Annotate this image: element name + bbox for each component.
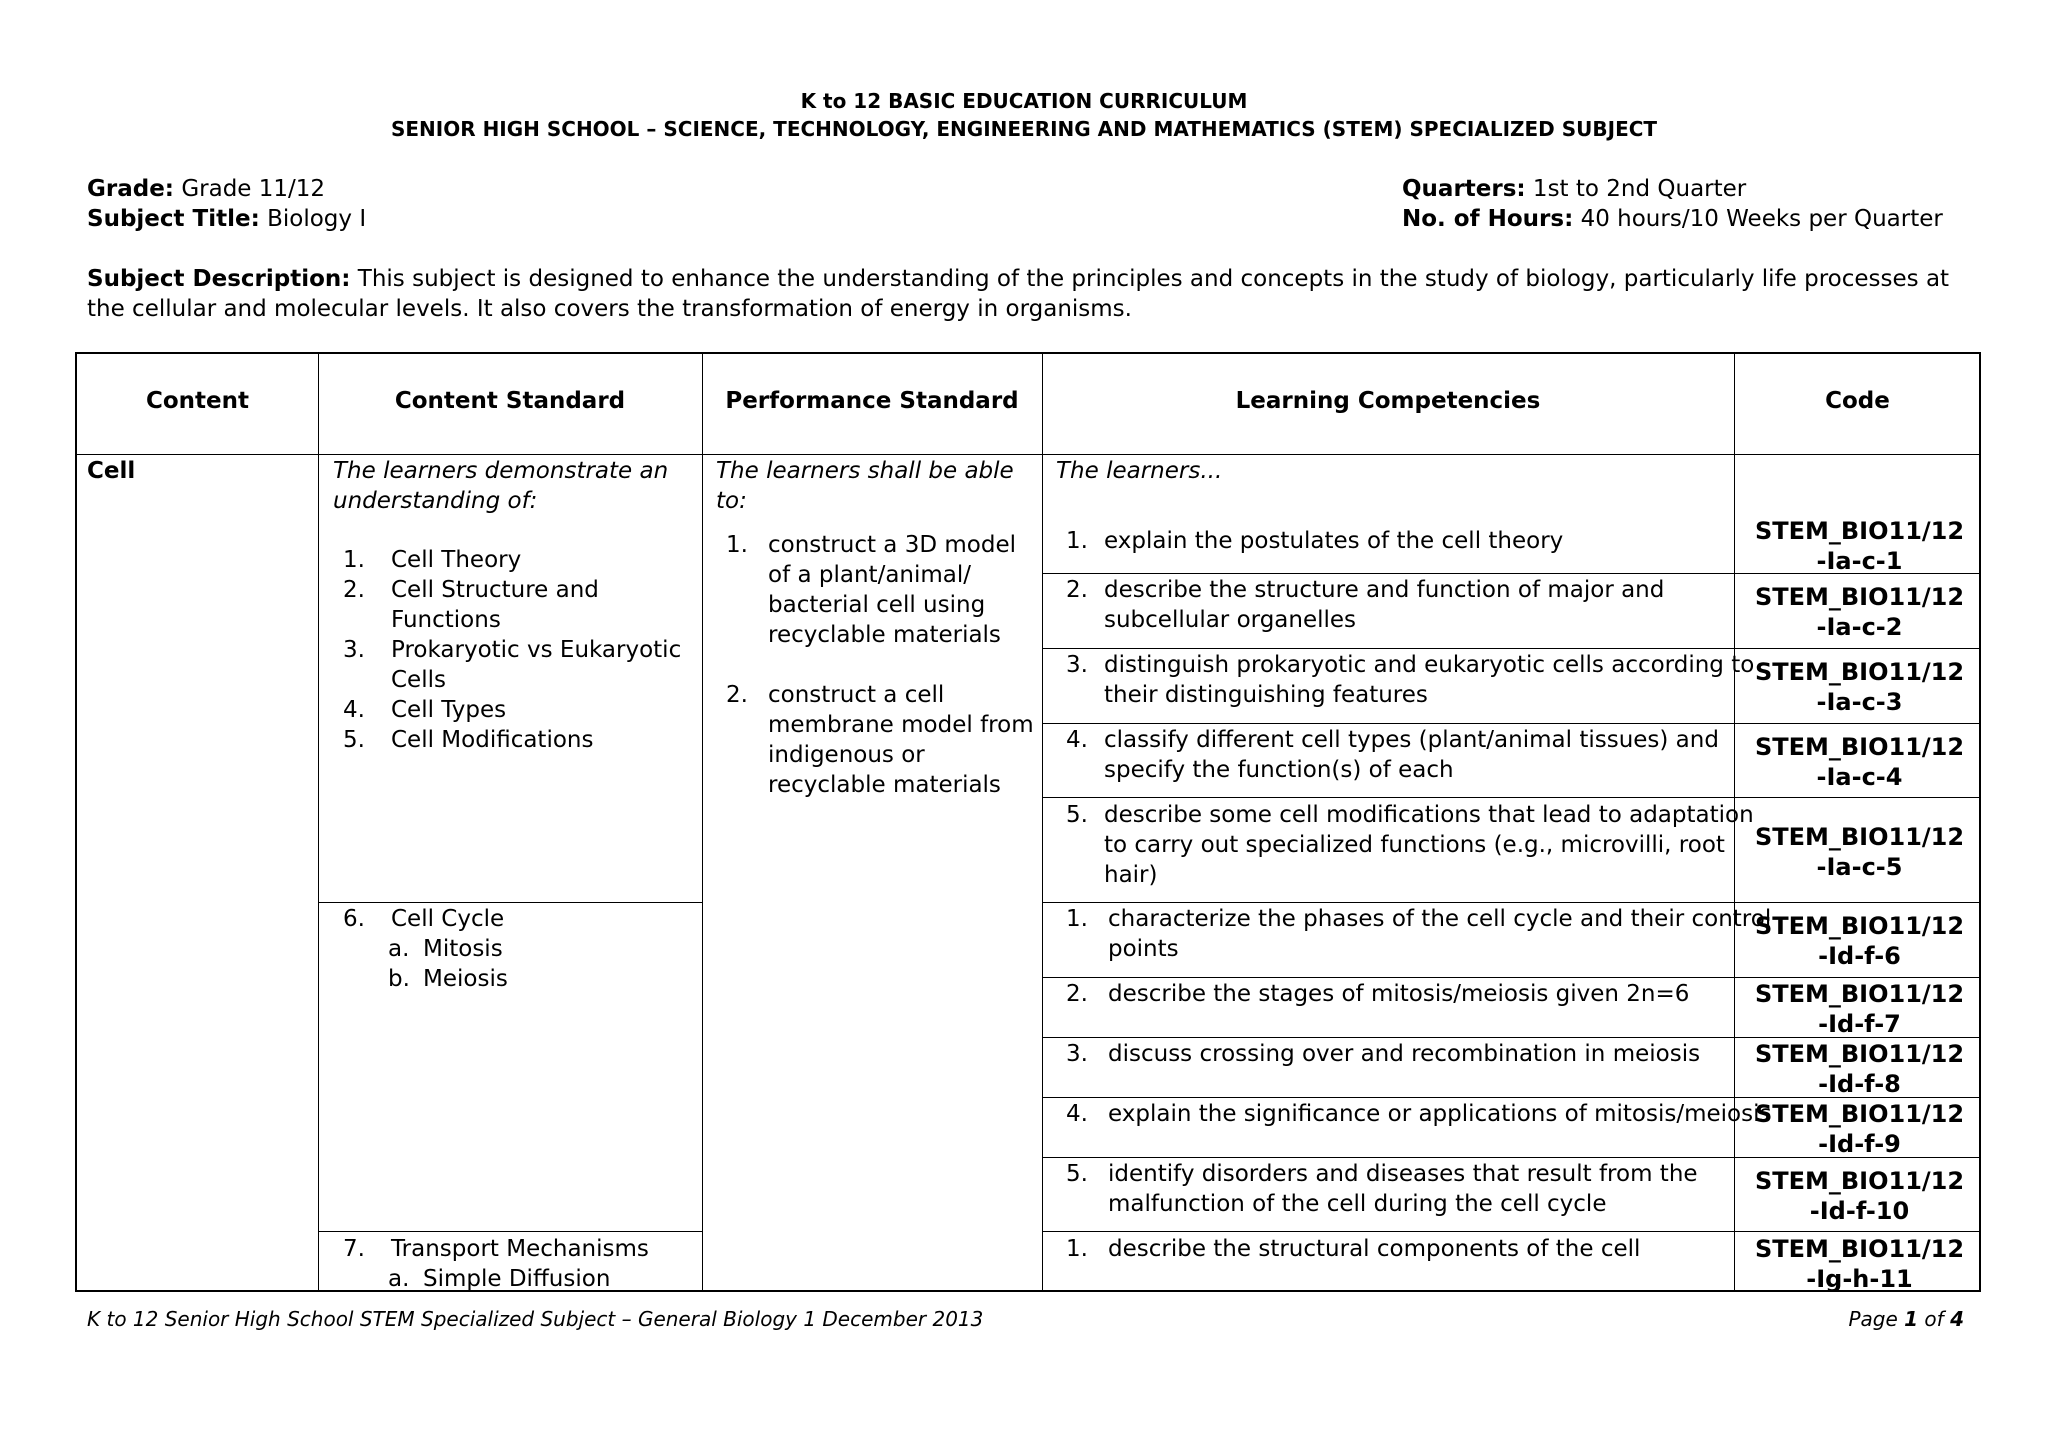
competency-code: STEM_BIO11/12 -Id-f-9 <box>1754 1100 1965 1158</box>
competency-code: STEM_BIO11/12 -Ia-c-2 <box>1754 583 1965 641</box>
competency-code: STEM_BIO11/12 -Ia-c-4 <box>1754 733 1965 791</box>
content-standard-list <box>333 545 693 755</box>
list-item: a. Simple Diffusion <box>388 1266 611 1292</box>
performance-standard-intro: The learners shall be able to: <box>716 458 1014 514</box>
content-standard-transport <box>333 1234 693 1294</box>
page-number: Page 1 of 4 <box>1848 1307 1964 1331</box>
footer-document-info: K to 12 Senior High School STEM Specialized Subject – General Biology 1 December 2013 <box>87 1307 984 1331</box>
competency-code: STEM_BIO11/12 -Ia-c-5 <box>1754 823 1965 881</box>
list-item: 5. Cell Modifications <box>343 727 594 753</box>
column-header-code: Code <box>1825 388 1890 414</box>
document-subtitle: SENIOR HIGH SCHOOL – SCIENCE, TECHNOLOGY, ENGINEERING AND MATHEMATICS (STEM) SPECIALIZED SUBJECT <box>390 117 1658 141</box>
hours-field: No. of Hours: 40 hours/10 Weeks per Quarter <box>1402 206 1943 232</box>
competency-code: STEM_BIO11/12 -Ia-c-1 <box>1754 517 1965 575</box>
list-item: 3. Prokaryotic vs Eukaryotic Cells <box>343 637 682 693</box>
competency-code: STEM_BIO11/12 -Id-f-8 <box>1754 1040 1965 1098</box>
content-standard-intro: The learners demonstrate an understanding of: <box>333 458 669 514</box>
list-item: 4. Cell Types <box>343 697 507 723</box>
column-header-performance-standard: Performance Standard <box>725 388 1019 414</box>
column-header-content: Content <box>145 388 250 414</box>
document-title: K to 12 BASIC EDUCATION CURRICULUM <box>800 89 1248 113</box>
content-standard-cell-cycle <box>333 904 693 994</box>
grade-field: Grade: Grade 11/12 <box>87 176 326 202</box>
list-item: a. Mitosis <box>388 936 503 962</box>
performance-standard-list <box>716 530 1036 800</box>
column-header-learning-competencies: Learning Competencies <box>1235 388 1541 414</box>
list-item: 7. Transport Mechanisms <box>343 1236 649 1262</box>
subject-title-field: Subject Title: Biology I <box>87 206 367 232</box>
list-item: 6. Cell Cycle <box>343 906 505 932</box>
column-header-content-standard: Content Standard <box>394 388 626 414</box>
competency-code: STEM_BIO11/12 -Id-f-7 <box>1754 980 1965 1038</box>
list-item: 1. Cell Theory <box>343 547 522 573</box>
quarters-field: Quarters: 1st to 2nd Quarter <box>1402 176 1747 202</box>
competency-code: STEM_BIO11/12 -Id-f-10 <box>1754 1167 1965 1225</box>
competency-code: STEM_BIO11/12 -Ia-c-3 <box>1754 658 1965 716</box>
content-topic: Cell <box>87 458 136 484</box>
competency-code: STEM_BIO11/12 -Id-f-6 <box>1754 912 1965 970</box>
list-item: b. Meiosis <box>388 966 508 992</box>
list-item: 2. Cell Structure and Functions <box>343 577 599 633</box>
list-item: 2. construct a cell membrane model from indigenous or recyclable materials <box>726 682 1034 798</box>
competencies-intro: The learners... <box>1056 458 1223 484</box>
competency-code: STEM_BIO11/12 -Ig-h-11 <box>1754 1235 1965 1293</box>
list-item: 1. construct a 3D model of a plant/animal/ bacterial cell using recyclable materials <box>726 532 1016 648</box>
subject-description: Subject Description: This subject is designed to enhance the understanding of the principles and concepts in the study of biology, particularly life processes at the cellular and molecular levels. It also covers the transformation of energy in organisms. <box>87 266 1950 322</box>
